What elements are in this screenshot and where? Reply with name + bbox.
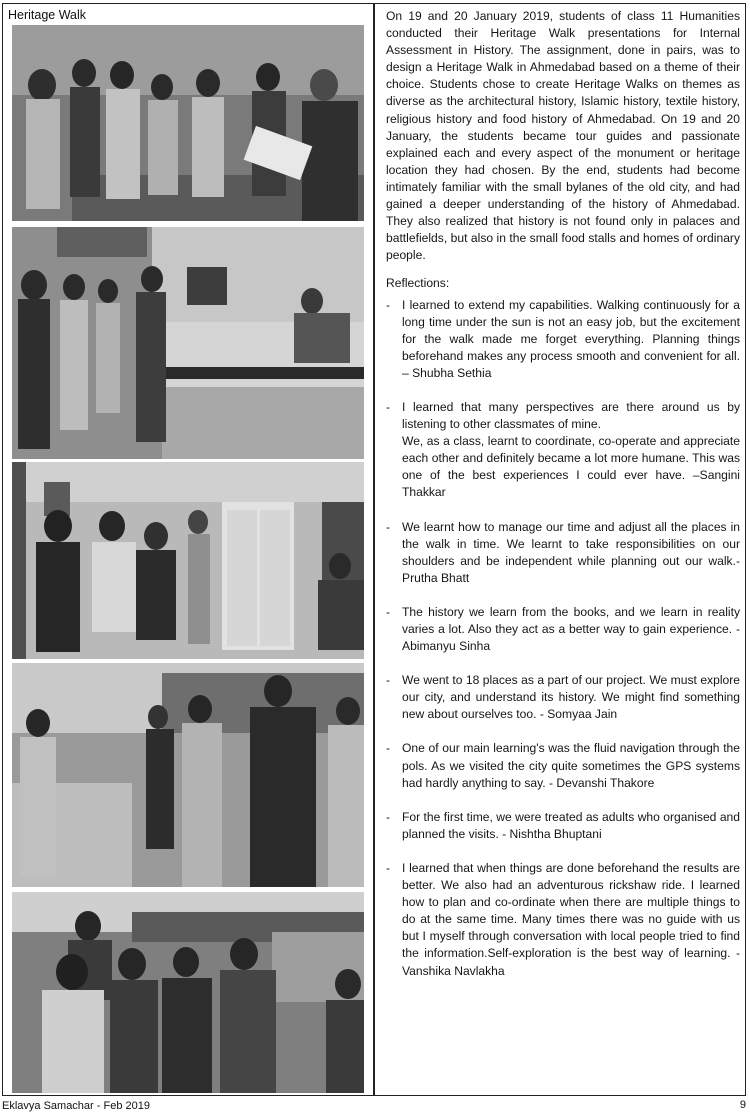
photo-group-at-table (12, 25, 364, 221)
section-title: Heritage Walk (8, 8, 87, 22)
footer-page-number: 9 (739, 1099, 746, 1111)
reflection-item: - For the first time, we were treated as adults who organised and planned the visits. - Nishtha Bhuptani (386, 809, 740, 841)
reflection-item: - I learned that when things are done beforehand the results are better. We also had an adventurous rickshaw ride. I learned how to plan and co-ordinate when there are multiple things to do at the same time. Many times there was no guide with us but I myself through conversation with local people tried to find the information.Self-exploration is the best way of learning. - Vanshika Navlakha (386, 860, 740, 978)
footer-publication: Eklavya Samachar - Feb 2019 (2, 1100, 150, 1112)
reflection-item: - I learned that many perspectives are there around us by listening to other classmates of mine. We, as a class, learnt to coordinate, co-operate and appreciate each other and definitely became a lot more humane. This was one of the best experiences I could ever have. –Sangini Thakkar (386, 399, 740, 502)
reflections-heading: Reflections: (386, 276, 450, 291)
reflection-item: - We learnt how to manage our time and adjust all the places in the walk in time. We learnt to take responsibilities on our shoulders and be independent while planning out our walk.- Prutha Bhatt (386, 519, 740, 585)
column-divider (373, 3, 375, 1096)
reflection-item: - We went to 18 places as a part of our project. We must explore our city, and understand its history. We might find something new about ourselves too. - Somyaa Jain (386, 673, 740, 722)
photo-outdoor-steps (12, 663, 364, 887)
reflections-list (386, 297, 740, 980)
photo-courtyard-doorway (12, 462, 364, 659)
reflection-continuation: We, as a class, learnt to coordinate, co-operate and appreciate each other and definitely became a lot more humane. This was one of the best experiences I could ever have. –Sangini Thakkar (402, 434, 740, 500)
photo-market-group (12, 892, 364, 1093)
article-text (386, 8, 740, 997)
intro-paragraph: On 19 and 20 January 2019, students of class 11 Humanities conducted their Heritage Walk presentations for Internal Assessment in History. The assignment, done in pairs, was to design a Heritage Walk in Ahmedabad based on a theme of their choice. Students chose to create Heritage Walks on themes as diverse as the architectural history, Islamic history, textile history, religious history and food history of Ahmedabad. On 19 and 20 January, the students became tour guides and passionate explained each and every aspect of the monument or heritage location they had chosen. By the end, students had become intimately familiar with the small bylanes of the old city, and had gained a deeper understanding of the history of Ahmedabad. They also realized that history is not found only in palaces and battlefields, but also in the small food stalls and homes of ordinary people. (386, 9, 740, 263)
photo-textile-workshop (12, 227, 364, 459)
reflection-item: - I learned to extend my capabilities. Walking continuously for a long time under the sun is not an easy job, but the excitement for the walk made me forget everything. Planning things beforehand makes any process smooth and convenient for all. – Shubha Sethia (386, 297, 740, 380)
reflection-item: - One of our main learning's was the fluid navigation through the pols. As we visited the city quite sometimes the GPS systems had hardly anything to say. - Devanshi Thakore (386, 741, 740, 790)
reflection-item: - The history we learn from the books, and we learn in reality varies a lot. Also they act as a better way to gain experience. - Abimanyu Sinha (386, 604, 740, 654)
